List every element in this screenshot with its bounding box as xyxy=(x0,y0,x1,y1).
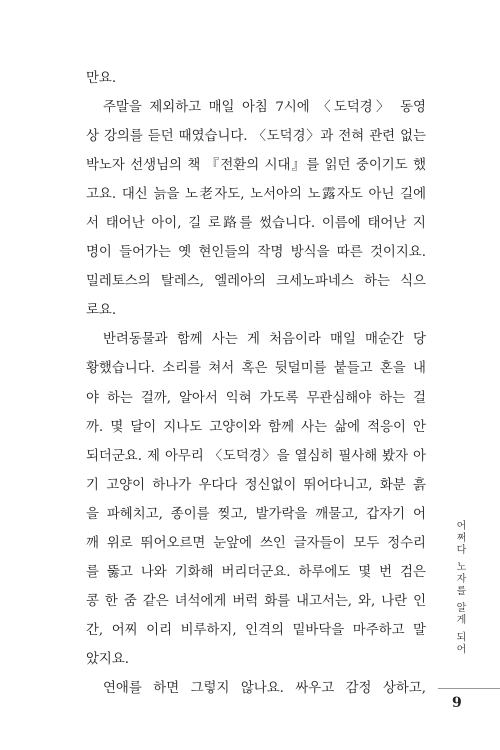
text-line: 주말을 제외하고 매일 아침 7시에 〈도덕경〉 동영 xyxy=(103,100,426,116)
text-line: 깨 위로 뛰어오르면 눈앞에 쓰인 글자들이 모두 정수리 xyxy=(86,535,426,551)
text-line: 연애를 하면 그렇지 않나요. 싸우고 감정 상하고, xyxy=(103,680,426,696)
text-line: 되더군요. 제 아무리 〈도덕경〉을 열심히 필사해 봤자 아 xyxy=(86,448,426,464)
text-line: 명이 들어가는 옛 현인들의 작명 방식을 따른 것이지요. xyxy=(86,245,426,261)
text-line: 까. 몇 달이 지나도 고양이와 함께 사는 삶에 적응이 안 xyxy=(86,419,426,435)
text-line: 로요. xyxy=(86,303,117,319)
text-line: 았지요. xyxy=(86,651,130,667)
running-title: 어쩌다 노자를 알게 되어 xyxy=(454,520,465,656)
text-line: 박노자 선생님의 책 『전환의 시대』를 읽던 중이기도 했 xyxy=(86,158,426,174)
text-line: 만요. xyxy=(86,71,117,86)
footer-rule xyxy=(438,688,500,689)
text-line: 간, 어찌 이리 비루하지, 인격의 밑바닥을 마주하고 말 xyxy=(86,622,426,638)
text-line: 기 고양이 하나가 우다다 정신없이 뛰어다니고, 화분 흙 xyxy=(86,477,426,493)
text-line: 콩 한 줌 같은 녀석에게 버럭 화를 내고서는, 와, 나란 인 xyxy=(86,593,426,609)
text-line: 서 태어난 아이, 길 로路를 썼습니다. 이름에 태어난 지 xyxy=(86,216,426,232)
page-number: 9 xyxy=(452,695,462,711)
text-line: 를 뚫고 나와 기화해 버리더군요. 하루에도 몇 번 검은 xyxy=(86,564,426,580)
text-line: 황했습니다. 소리를 쳐서 혹은 뒷덜미를 붙들고 혼을 내 xyxy=(86,361,426,377)
text-line: 밀레토스의 탈레스, 엘레아의 크세노파네스 하는 식으 xyxy=(86,274,426,290)
text-line: 반려동물과 함께 사는 게 처음이라 매일 매순간 당 xyxy=(103,332,426,348)
text-line: 상 강의를 듣던 때였습니다. 〈도덕경〉과 전혀 관련 없는 xyxy=(86,129,426,145)
page-body xyxy=(86,64,426,703)
text-line: 고요. 대신 늙을 노老자도, 노서아의 노露자도 아닌 길에 xyxy=(86,187,426,203)
text-line: 을 파헤치고, 종이를 찢고, 발가락을 깨물고, 갑자기 어 xyxy=(86,506,426,522)
text-line: 야 하는 걸까, 알아서 익혀 가도록 무관심해야 하는 걸 xyxy=(86,390,426,406)
